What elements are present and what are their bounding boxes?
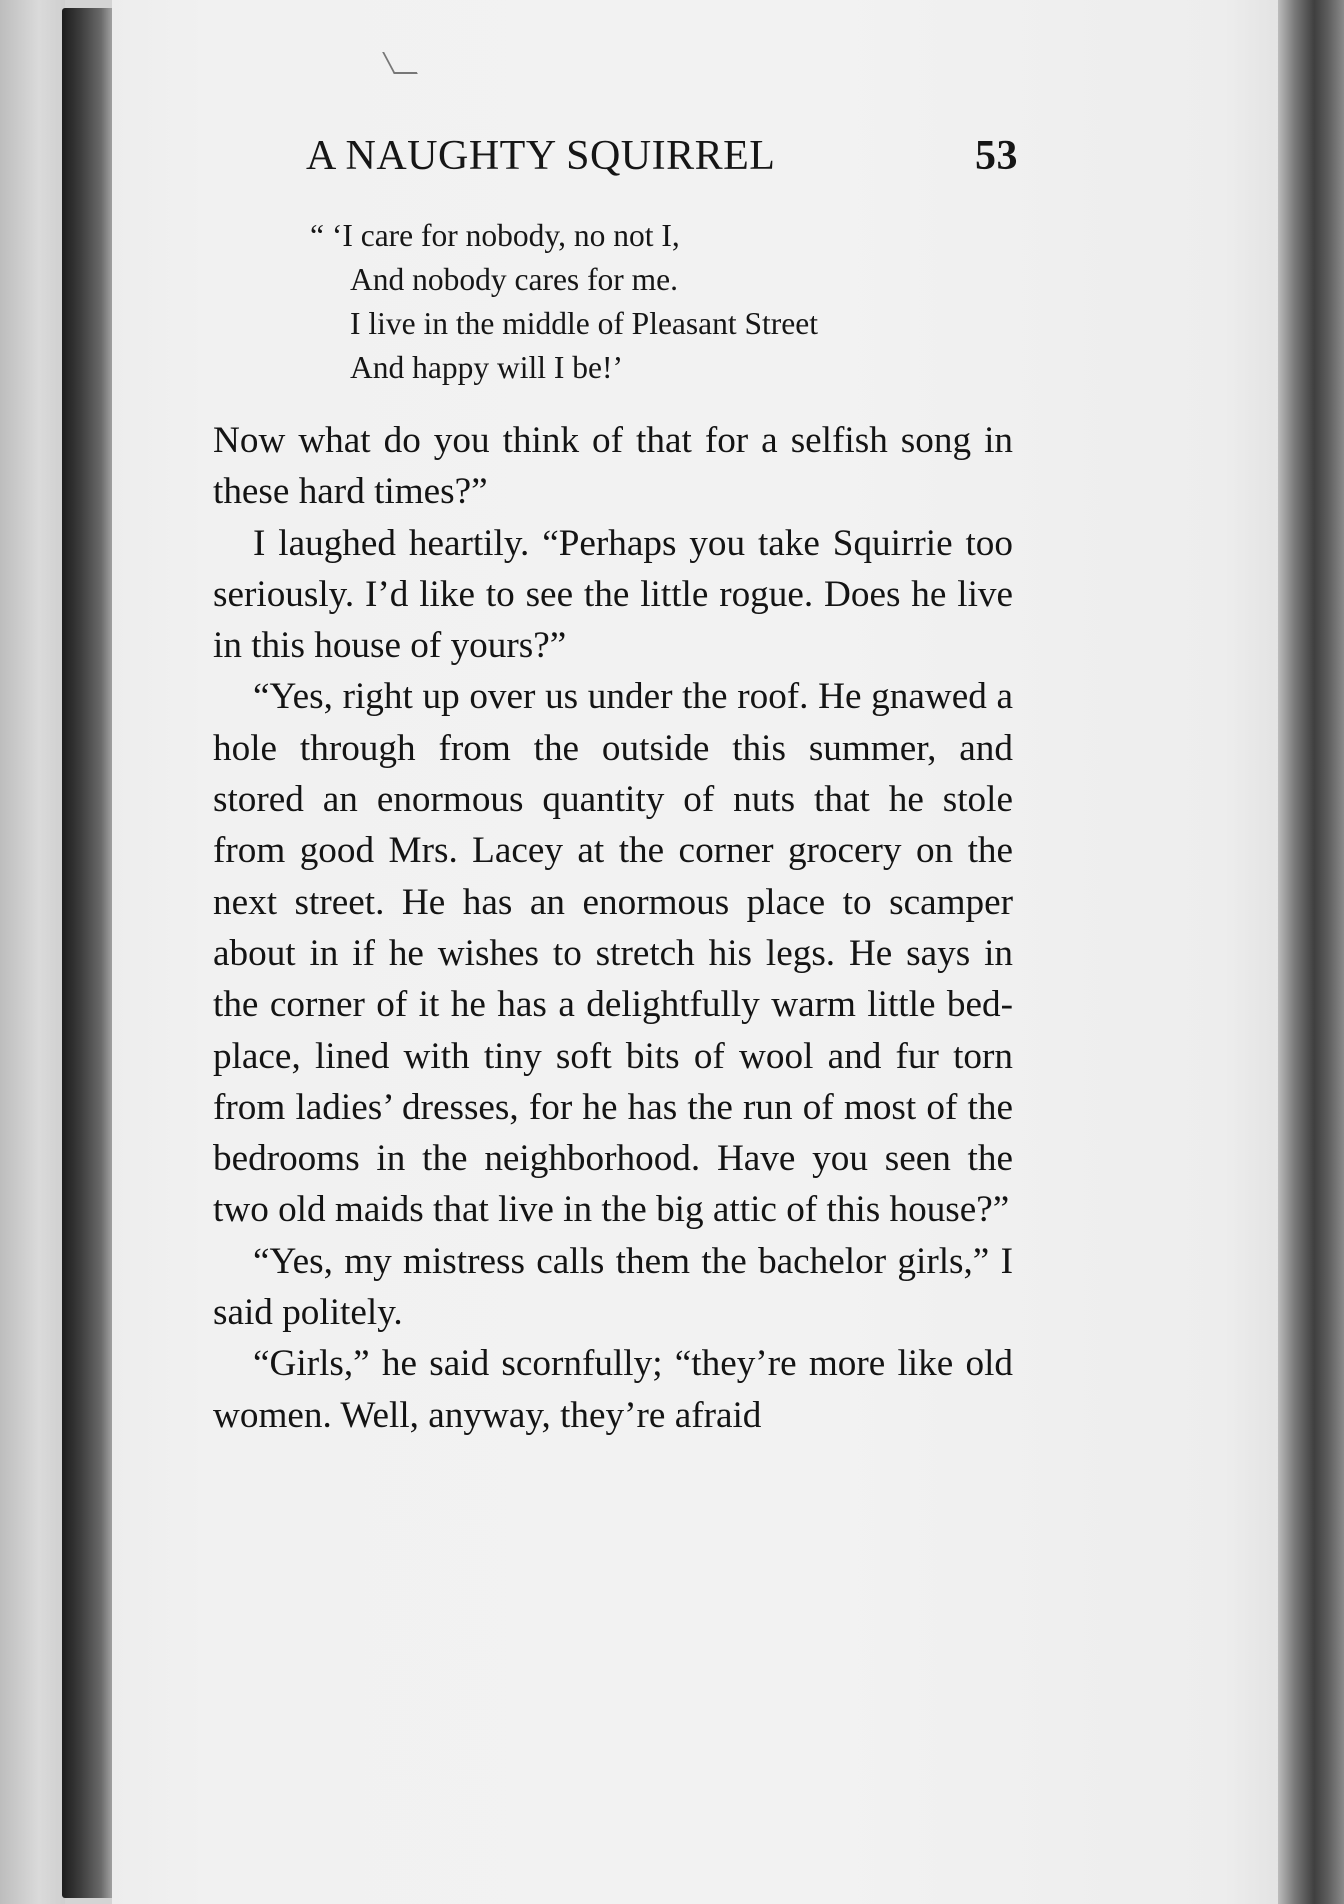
paragraph: “Yes, my mistress calls them the bachelor girls,” I said politely.: [213, 1240, 1013, 1334]
verse-block: [310, 214, 818, 390]
paragraph: I laughed heartily. “Perhaps you take Squirrie too seriously. I’d like to see the little rogue. Does he live in this house of yours?”: [213, 522, 1013, 667]
paragraph: Now what do you think of that for a selfish song in these hard times?”: [213, 420, 1013, 513]
body-text: [213, 415, 1013, 1441]
verse-line: And nobody cares for me.: [350, 262, 679, 297]
verse-line: And happy will I be!’: [350, 350, 623, 385]
right-page-edge: [1278, 0, 1344, 1904]
left-page-edge: [0, 0, 65, 1904]
paragraph: “Girls,” he said scornfully; “they’re more like old women. Well, anyway, they’re afraid: [213, 1343, 1013, 1436]
running-title: A NAUGHTY SQUIRREL: [306, 133, 776, 179]
verse-line: “ ‘I care for nobody, no not I,: [310, 218, 680, 253]
page-number: 53: [975, 133, 1018, 179]
verse-line: I live in the middle of Pleasant Street: [350, 306, 819, 341]
paragraph: “Yes, right up over us under the roof. He gnawed a hole through from the outside this summer, and stored an enormous quantity of nuts that he stole from good Mrs. Lacey at the corner grocery on the next street. He has an enormous place to scamper about in if he wishes to stretch his legs. He says in the corner of it he has a delightfully warm little bed-place, lined with tiny soft bits of wool and fur torn from ladies’ dresses, for he has the run of most of the bedrooms in the neighborhood. Have you seen the two old maids that live in the big attic of this house?”: [213, 676, 1013, 1231]
running-header: [306, 132, 1018, 192]
